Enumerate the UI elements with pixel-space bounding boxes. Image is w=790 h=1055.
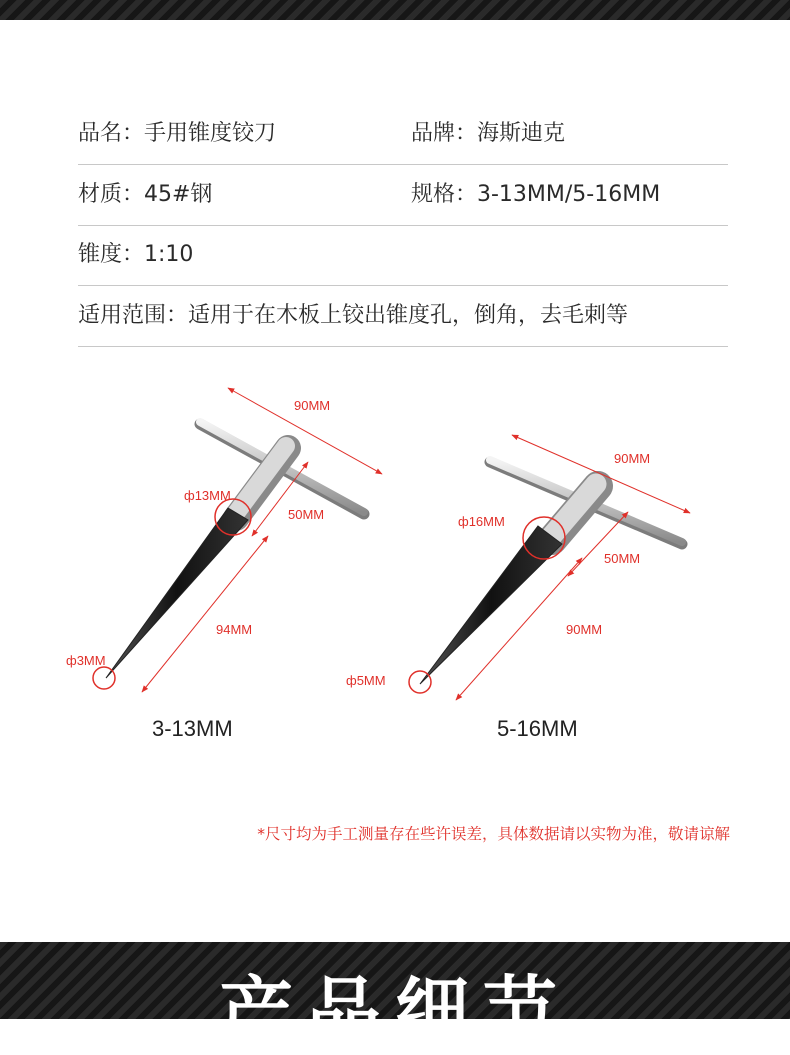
tip-diameter-label: ф5MM: [346, 673, 386, 688]
spec-row-name-brand: [78, 104, 728, 165]
section-heading: 产品细节: [219, 969, 571, 1055]
top-stripe-band: [0, 0, 790, 20]
variant-label-small: 3-13MM: [152, 716, 233, 741]
material-text: 材质：45#钢: [78, 182, 213, 207]
reamer-tool-small: [93, 388, 382, 692]
usage-text: 适用范围：适用于在木板上铰出锥度孔，倒角，去毛刺等: [78, 303, 629, 328]
body-length-label: 90MM: [566, 622, 603, 637]
top-diameter-label: ф16MM: [458, 514, 505, 529]
measurement-note: *尺寸均为手工测量存在些许误差，具体数据请以实物为准，敬请谅解: [257, 825, 730, 843]
shank-length-label: 50MM: [604, 551, 641, 566]
product-name-text: 品名：手用锥度铰刀: [78, 121, 277, 146]
handle-length-label: 90MM: [294, 398, 331, 413]
body-length-label: 94MM: [216, 622, 253, 637]
shank-length-label: 50MM: [288, 507, 325, 522]
spec-row-taper: [78, 225, 728, 286]
top-diameter-label: ф13MM: [184, 488, 231, 503]
taper-text: 锥度：1:10: [78, 242, 194, 267]
tip-diameter-marker: [409, 671, 431, 693]
spec-row-material-size: [78, 165, 728, 226]
product-diagram: [0, 370, 790, 770]
tip-diameter-marker: [93, 667, 115, 689]
handle-length-label: 90MM: [614, 451, 651, 466]
brand-text: 品牌：海斯迪克: [411, 121, 566, 146]
reamer-tool-large: [409, 435, 690, 700]
variant-label-large: 5-16MM: [497, 716, 578, 741]
spec-row-usage: [78, 286, 728, 347]
size-text: 规格：3-13MM/5-16MM: [411, 182, 661, 207]
tip-diameter-label: ф3MM: [66, 653, 106, 668]
